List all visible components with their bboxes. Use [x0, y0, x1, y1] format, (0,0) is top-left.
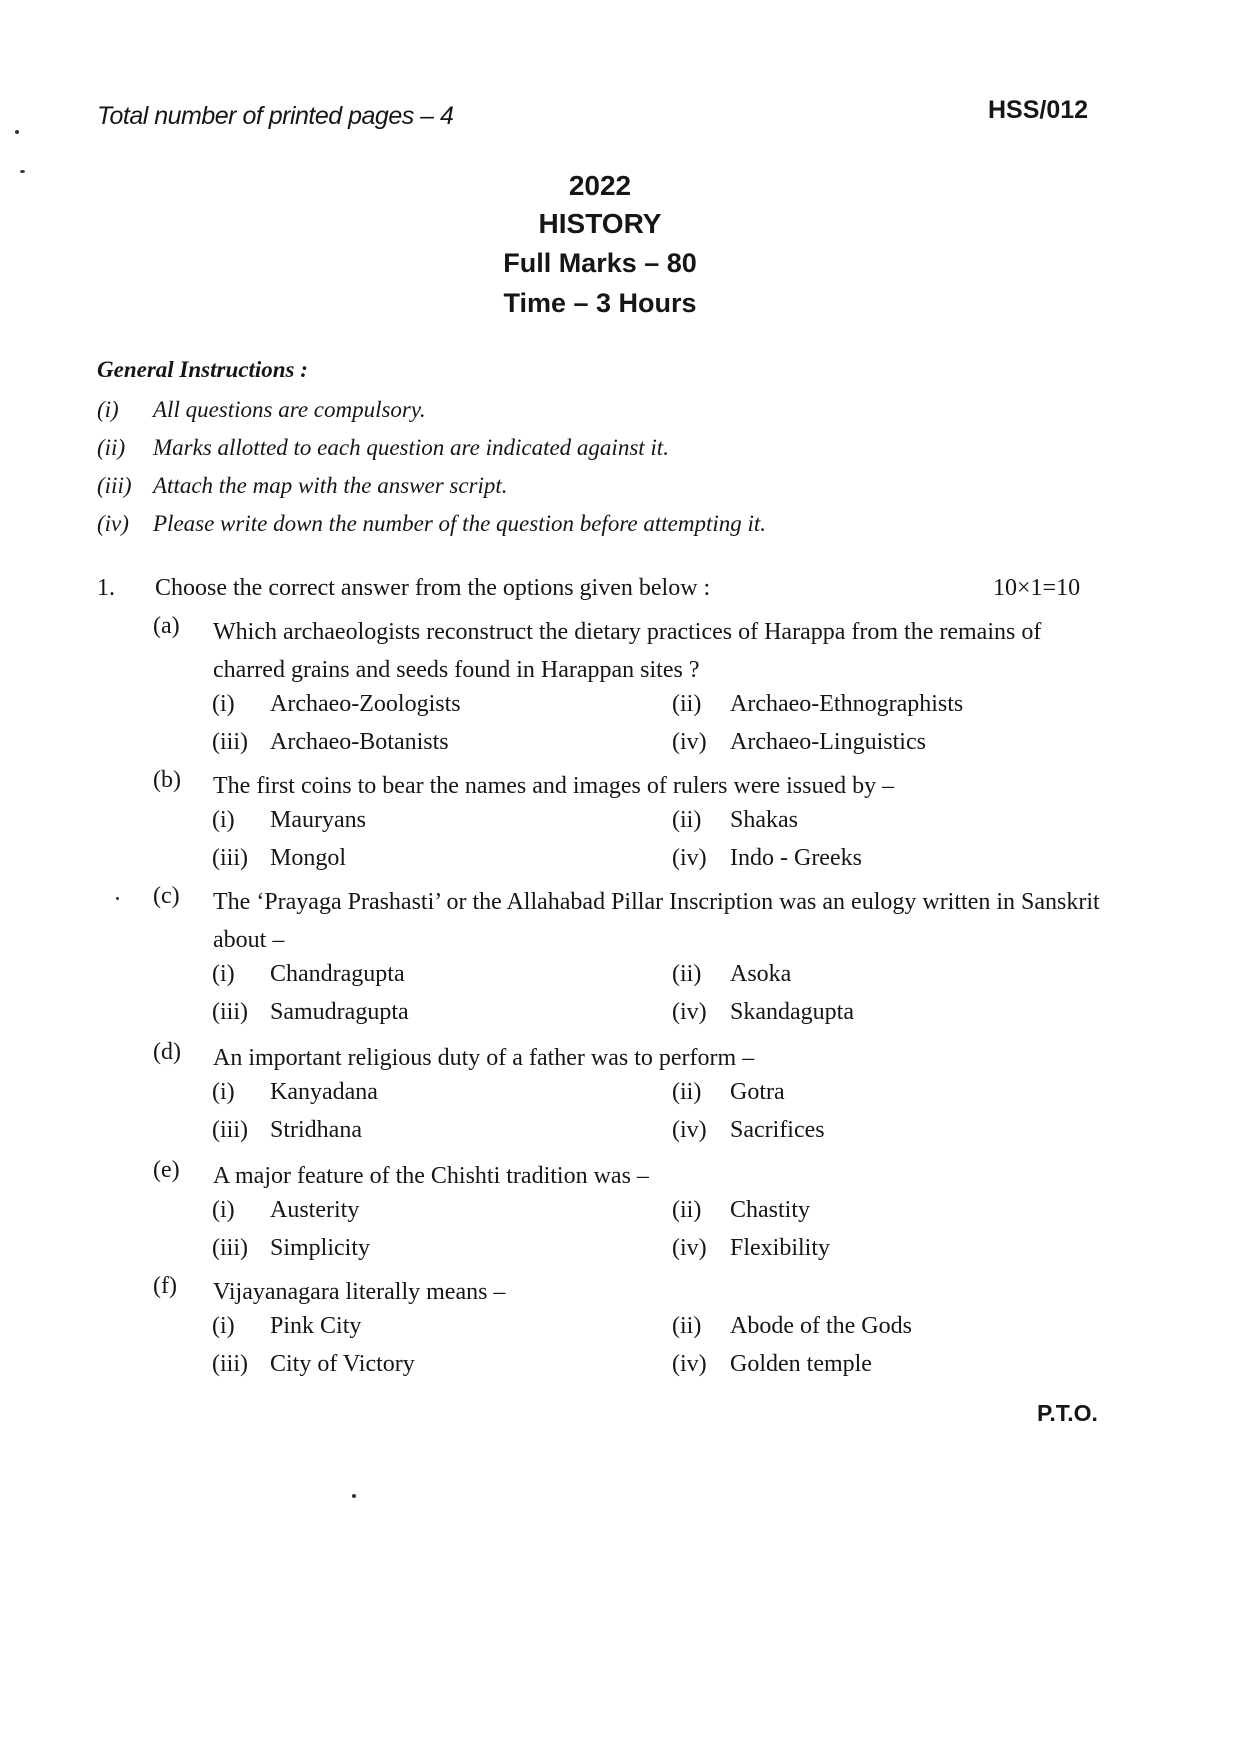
question-text: Choose the correct answer from the options given below : — [155, 575, 711, 601]
instruction-number: (iv) — [97, 511, 129, 536]
scan-speck — [352, 1494, 356, 1498]
option-text: Archaeo-Ethnographists — [730, 691, 964, 717]
option-b-i — [212, 807, 366, 834]
option-f-iii — [212, 1351, 415, 1378]
option-number: (i) — [212, 1197, 235, 1223]
instruction-text: Attach the map with the answer script. — [153, 473, 508, 498]
option-e-ii — [672, 1197, 810, 1224]
option-c-ii — [672, 961, 791, 988]
sub-question-letter: (b) — [153, 767, 181, 793]
option-d-iv — [672, 1117, 825, 1144]
sub-question-stem: Vijayanagara literally means – — [213, 1279, 506, 1305]
sub-question-stem: The ‘Prayaga Prashasti’ or the Allahabad Pillar Inscription was an eulogy written in Sanskrit about – — [213, 889, 1100, 953]
question-number: 1. — [97, 575, 115, 601]
paper-code: HSS/012 — [988, 96, 1089, 124]
exam-year: 2022 — [568, 170, 632, 201]
option-text: Sacrifices — [730, 1117, 825, 1143]
option-text: Abode of the Gods — [730, 1313, 912, 1339]
option-number: (ii) — [672, 807, 702, 833]
sub-question-stem: Which archaeologists reconstruct the dietary practices of Harappa from the remains of charred grains and seeds found in Harappan sites ? — [213, 619, 1042, 683]
instruction-item — [97, 473, 508, 499]
instruction-number: (iii) — [97, 473, 132, 498]
option-number: (iv) — [672, 729, 707, 755]
option-text: Samudragupta — [270, 999, 409, 1025]
option-number: (iv) — [672, 1235, 707, 1261]
option-text: Simplicity — [270, 1235, 371, 1261]
option-number: (iv) — [672, 1117, 707, 1143]
option-text: Asoka — [730, 961, 792, 987]
option-number: (ii) — [672, 1313, 702, 1339]
option-number: (i) — [212, 961, 235, 987]
scan-speck — [116, 897, 119, 900]
option-text: City of Victory — [270, 1351, 415, 1377]
sub-question-letter: (e) — [153, 1157, 180, 1183]
scan-speck — [15, 130, 19, 134]
option-a-iv — [672, 729, 926, 756]
instruction-number: (ii) — [97, 435, 126, 460]
option-a-i — [212, 691, 461, 718]
printed-pages-note: Total number of printed pages – 4 — [97, 102, 454, 130]
option-number: (i) — [212, 691, 235, 717]
option-text: Flexibility — [730, 1235, 831, 1261]
full-marks: Full Marks – 80 — [503, 248, 697, 278]
option-text: Shakas — [730, 807, 798, 833]
option-number: (i) — [212, 1313, 235, 1339]
option-text: Archaeo-Zoologists — [270, 691, 461, 717]
instruction-text: All questions are compulsory. — [153, 397, 426, 422]
option-text: Stridhana — [270, 1117, 362, 1143]
option-number: (i) — [212, 807, 235, 833]
option-f-iv — [672, 1351, 872, 1378]
sub-question-letter: (f) — [153, 1273, 177, 1299]
sub-question-letter: (a) — [153, 613, 180, 639]
option-d-ii — [672, 1079, 785, 1106]
instruction-text: Please write down the number of the question before attempting it. — [153, 511, 767, 536]
instruction-item — [97, 397, 426, 423]
instructions-heading: General Instructions : — [97, 357, 308, 382]
option-d-i — [212, 1079, 378, 1106]
option-b-iii — [212, 845, 346, 872]
option-number: (iii) — [212, 1117, 248, 1143]
option-a-iii — [212, 729, 449, 756]
option-number: (ii) — [672, 1197, 702, 1223]
sub-question-stem: A major feature of the Chishti tradition was – — [213, 1163, 649, 1189]
option-c-iv — [672, 999, 854, 1026]
option-number: (ii) — [672, 1079, 702, 1105]
option-number: (iii) — [212, 1235, 248, 1261]
question-marks: 10×1=10 — [993, 575, 1081, 601]
instruction-text: Marks allotted to each question are indicated against it. — [153, 435, 669, 460]
option-text: Mauryans — [270, 807, 366, 833]
option-number: (iii) — [212, 729, 248, 755]
option-number: (ii) — [672, 691, 702, 717]
option-a-ii — [672, 691, 963, 718]
sub-question-stem: The first coins to bear the names and images of rulers were issued by – — [213, 773, 895, 799]
option-number: (ii) — [672, 961, 702, 987]
option-text: Golden temple — [730, 1351, 872, 1377]
option-number: (iii) — [212, 1351, 248, 1377]
option-b-ii — [672, 807, 798, 834]
option-number: (iii) — [212, 999, 248, 1025]
option-text: Kanyadana — [270, 1079, 378, 1105]
option-number: (i) — [212, 1079, 235, 1105]
please-turn-over: P.T.O. — [1037, 1400, 1098, 1426]
option-c-i — [212, 961, 405, 988]
sub-question-stem: An important religious duty of a father was to perform – — [213, 1045, 755, 1071]
instruction-number: (i) — [97, 397, 119, 422]
option-e-i — [212, 1197, 359, 1224]
option-text: Mongol — [270, 845, 347, 871]
option-number: (iv) — [672, 1351, 707, 1377]
subject-title: HISTORY — [538, 208, 662, 239]
time-allowed: Time – 3 Hours — [503, 288, 697, 318]
option-text: Skandagupta — [730, 999, 854, 1025]
option-text: Pink City — [270, 1313, 362, 1339]
option-b-iv — [672, 845, 862, 872]
option-e-iv — [672, 1235, 830, 1262]
option-text: Chastity — [730, 1197, 811, 1223]
option-text: Archaeo-Botanists — [270, 729, 449, 755]
sub-question-letter: (d) — [153, 1039, 181, 1065]
option-text: Austerity — [270, 1197, 360, 1223]
option-f-ii — [672, 1313, 912, 1340]
option-text: Archaeo-Linguistics — [730, 729, 926, 755]
option-number: (iii) — [212, 845, 248, 871]
option-f-i — [212, 1313, 361, 1340]
scan-speck — [20, 170, 25, 173]
instruction-item — [97, 511, 766, 537]
option-c-iii — [212, 999, 409, 1026]
option-text: Chandragupta — [270, 961, 405, 987]
option-d-iii — [212, 1117, 362, 1144]
option-e-iii — [212, 1235, 370, 1262]
sub-question-letter: (c) — [153, 883, 180, 909]
option-number: (iv) — [672, 999, 707, 1025]
option-number: (iv) — [672, 845, 707, 871]
instruction-item — [97, 435, 669, 461]
option-text: Indo - Greeks — [730, 845, 862, 871]
option-text: Gotra — [730, 1079, 785, 1105]
